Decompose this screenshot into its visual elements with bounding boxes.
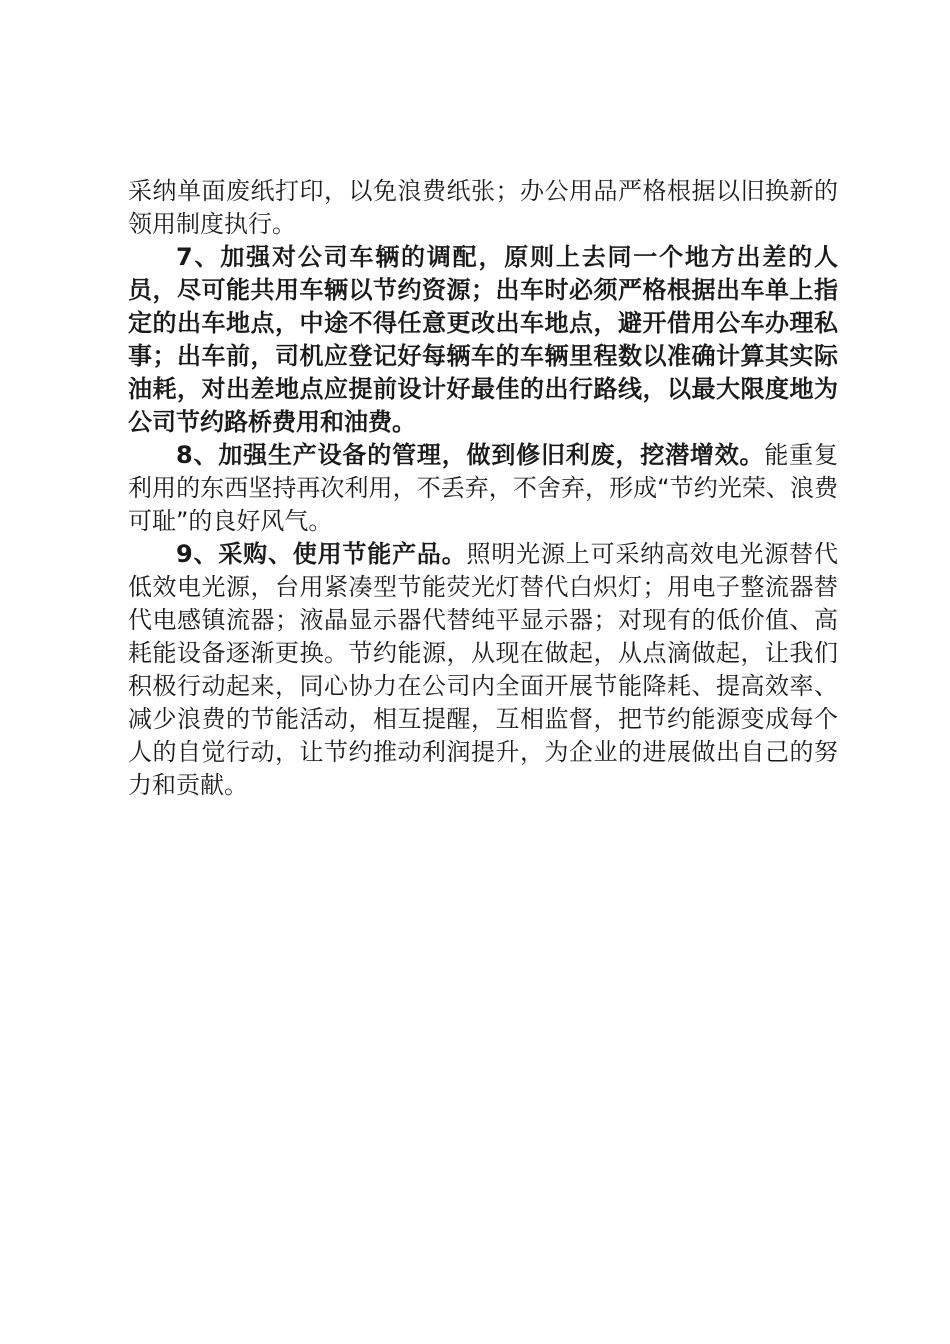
paragraph-item-9 <box>128 538 838 802</box>
paragraph-continuation <box>128 175 838 241</box>
paragraph-lead: 7、加强对公司车辆的调配，原则上去同一个地方出差的人员，尽可能共用车辆以节约资源；出车时必须严格根据出车单上指定的出车地点，中途不得任意更改出车地点，避开借用公车办理私事；出车前，司机应登记好每辆车的车辆里程数以准确计算其实际油耗，对出差地点应提前设计好最佳的出行路线，以最大限度地为公司节约路桥费用和油费。 <box>128 243 838 436</box>
paragraph-text: 能重复利用的东西坚持再次利用，不丢弃，不舍弃，形成“节约光荣、浪费可耻”的良好风气。 <box>128 441 838 535</box>
paragraph-lead: 8、加强生产设备的管理，做到修旧利废，挖潜增效。 <box>176 441 765 469</box>
paragraph-item-7 <box>128 241 838 439</box>
document-body <box>128 175 838 802</box>
paragraph-text: 采纳单面废纸打印，以免浪费纸张；办公用品严格根据以旧换新的领用制度执行。 <box>128 177 838 238</box>
paragraph-text: 照明光源上可采纳高效电光源替代低效电光源，台用紧凑型节能荧光灯替代白炽灯；用电子整流器替代电感镇流器；液晶显示器代替纯平显示器；对现有的低价值、高耗能设备逐渐更换。节约能源，从现在做起，从点滴做起，让我们积极行动起来，同心协力在公司内全面开展节能降耗、提高效率、减少浪费的节能活动，相互提醒，互相监督，把节约能源变成每个人的自觉行动，让节约推动利润提升，为企业的进展做出自己的努力和贡献。 <box>128 540 838 799</box>
paragraph-lead: 9、采购、使用节能产品。 <box>176 540 467 568</box>
paragraph-item-8 <box>128 439 838 538</box>
